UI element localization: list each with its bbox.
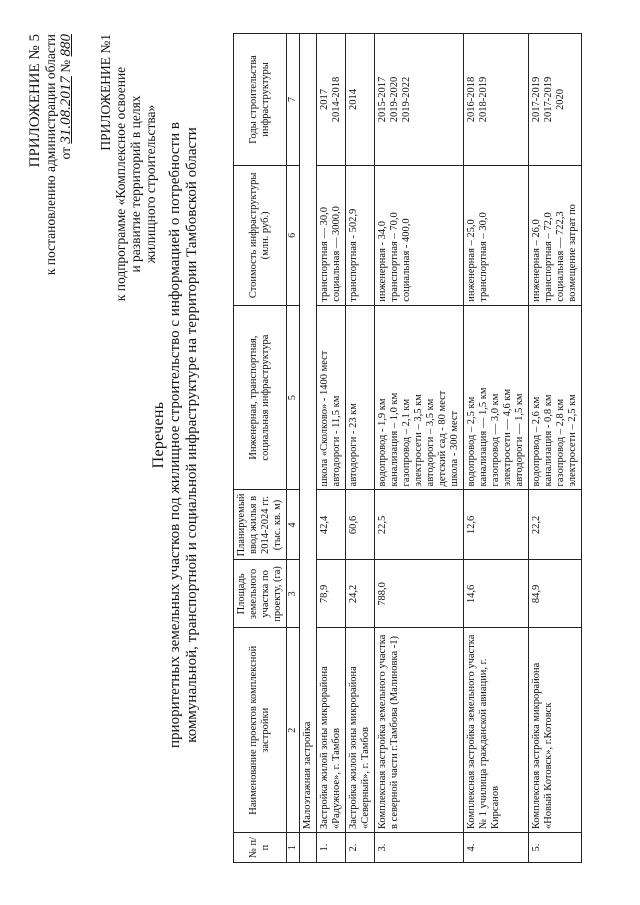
years-list-line: 2016-2018 (466, 76, 477, 123)
cost-list-line: социальная — 3000,0 (331, 206, 342, 302)
table-header-row (234, 34, 287, 863)
col-number: 4 (287, 490, 300, 560)
infrastructure-list-line: электросети – 3,5 км (413, 394, 424, 487)
table-body (300, 34, 582, 863)
col-number: 5 (287, 305, 300, 490)
header-years: Годы строительства инфраструктуры (234, 34, 287, 166)
resolution-date: 31.08.2017 (58, 76, 74, 144)
table-row (375, 34, 464, 863)
title-line-3: коммунальной, транспортной и социальной инфраструктуре на территории Тамбовской области (184, 127, 200, 743)
resolution-date-line (58, 34, 74, 394)
col-number: 6 (287, 165, 300, 305)
from-label: от (58, 147, 73, 160)
column-number-row (287, 34, 300, 863)
title-line-1: Перечень (150, 401, 167, 469)
row-number: 2. (346, 833, 375, 863)
infrastructure-list-line: водопровод - 1,9 км (377, 398, 388, 487)
cost-list-line: транспортная - 502,9 (348, 208, 359, 302)
years-list-line: 2017 (319, 88, 330, 110)
document-title (150, 115, 201, 755)
cost-list-line: социальная — 722,3 (555, 211, 566, 302)
appendix-1-line-3: и развитие территорий в целях (128, 95, 143, 273)
infrastructure-list (346, 305, 375, 490)
col-number: 2 (287, 628, 300, 833)
infrastructure-list-line: газопровод – 2,8 км (555, 398, 566, 487)
row-number: 1. (317, 833, 346, 863)
header-cost: Стоимость инфраструктуры (млн. руб.) (234, 165, 287, 305)
priority-plots-table (233, 33, 582, 863)
infrastructure-list-line: школа - 300 мест (449, 410, 460, 487)
area-value: 788,0 (375, 560, 464, 628)
years-list (529, 34, 582, 166)
header-number: № п/п (234, 833, 287, 863)
area-value: 84,9 (529, 560, 582, 628)
section-row (300, 34, 317, 863)
housing-value: 22,2 (529, 490, 582, 560)
housing-value: 60,6 (346, 490, 375, 560)
infrastructure-list-line: электросети – 2,5 км (567, 394, 578, 487)
infrastructure-list-line: канализация — 1,5 км (478, 387, 489, 487)
col-number: 3 (287, 560, 300, 628)
cost-list (375, 165, 464, 305)
resolution-reference: к постановлению администрации области (43, 34, 58, 276)
infrastructure-list (317, 305, 346, 490)
years-list-line: 2014-2018 (331, 76, 342, 123)
years-list-line: 2019-2022 (401, 76, 412, 123)
housing-value: 22,5 (375, 490, 464, 560)
cost-list-line: социальная - 400,0 (401, 218, 412, 302)
infrastructure-list-line: автодороги - 11,5 км (331, 395, 342, 487)
years-list-line: 2015-2017 (377, 76, 388, 123)
years-list-line: 2017-2019 (531, 76, 542, 123)
cost-list (464, 165, 529, 305)
cost-list (317, 165, 346, 305)
col-number: 7 (287, 34, 300, 166)
cost-list-line: возмещение затрат по (567, 204, 578, 302)
header-area: Площадь земельного участка по проекту, (га) (234, 560, 287, 628)
infrastructure-list (529, 305, 582, 490)
number-sign: № (58, 59, 73, 73)
infrastructure-list-line: водопровод – 2,6 км (531, 396, 542, 487)
cost-list-line: транспортная – 72,0 (543, 212, 554, 302)
years-list (464, 34, 529, 166)
col-number: 1 (287, 833, 300, 863)
cost-list-line: инженерная – 25,0 (466, 219, 477, 302)
cost-list-line: транспортная — 30,0 (319, 207, 330, 302)
row-number: 3. (375, 833, 464, 863)
years-list-line: 2014 (348, 88, 359, 110)
infrastructure-list-line: автодороги - 23 км (348, 403, 359, 487)
cost-list (346, 165, 375, 305)
area-value: 78,9 (317, 560, 346, 628)
appendix-1-line-4: жилищного строительства» (143, 104, 158, 264)
infrastructure-list-line: автодороги — 1,5 км (514, 393, 525, 487)
housing-value: 12,6 (464, 490, 529, 560)
project-name: Комплексная застройка земельного участка № 1 училища гражданской авиации, г. Кирсанов (464, 628, 529, 833)
appendix-5-title: ПРИЛОЖЕНИЕ № 5 (27, 34, 43, 168)
infrastructure-list-line: автодороги – 3,5 км (425, 398, 436, 487)
infrastructure-list-line: детский сад - 80 мест (437, 390, 448, 487)
infrastructure-list-line: газопровод — 3,0 км (490, 393, 501, 487)
cost-list-line: инженерная – 26,0 (531, 219, 542, 302)
years-list (317, 34, 346, 166)
years-list (346, 34, 375, 166)
table-row (346, 34, 375, 863)
project-name: Комплексная застройка микрорайона «Новый Котовск», г.Котовск (529, 628, 582, 833)
project-name: Застройка жилой зоны микрорайона «Радужное», г. Тамбов (317, 628, 346, 833)
infrastructure-list-line: газопровод – 2,1 км (401, 398, 412, 487)
infrastructure-list-line: водопровод – 2,5 км (466, 396, 477, 487)
section-number-cell (300, 833, 317, 863)
appendix-1-line-2: к подпрограмме «Комплексное освоение (113, 66, 128, 302)
infrastructure-list-line: электросети — 4,6 км (502, 388, 513, 487)
appendix-5-header (28, 34, 74, 394)
infrastructure-list-line: школа «Сколково» - 1400 мест (319, 350, 330, 487)
project-name: Застройка жилой зоны микрорайона «Северный», г. Тамбов (346, 628, 375, 833)
infrastructure-list-line: канализация - 0,8 км (543, 394, 554, 487)
housing-value: 42,4 (317, 490, 346, 560)
infrastructure-list (464, 305, 529, 490)
years-list (375, 34, 464, 166)
row-number: 4. (464, 833, 529, 863)
area-value: 24,2 (346, 560, 375, 628)
row-number: 5. (529, 833, 582, 863)
title-line-2: приоритетных земельных участков под жилищное строительство с информацией о потребности в (167, 122, 183, 748)
table-row (529, 34, 582, 863)
project-name: Комплексная застройка земельного участка в северной части г.Тамбова (Малиновка -1) (375, 628, 464, 833)
years-list-line: 2018-2019 (478, 76, 489, 123)
area-value: 14,6 (464, 560, 529, 628)
infrastructure-list-line: канализация – 1,0 км (389, 392, 400, 487)
table-row (464, 34, 529, 863)
appendix-1-header (98, 34, 158, 334)
table-row (317, 34, 346, 863)
cost-list-line: транспортная – 70,0 (389, 212, 400, 302)
cost-list (529, 165, 582, 305)
appendix-1-title: ПРИЛОЖЕНИЕ №1 (98, 34, 113, 151)
header-infrastructure: Инженерная, транспортная, социальная инфраструктура (234, 305, 287, 490)
years-list-line: 2017-2019 (543, 76, 554, 123)
cost-list-line: инженерная - 34,0 (377, 220, 388, 302)
header-project-name: Наименование проектов комплексной застройки (234, 628, 287, 833)
years-list-line: 2019-2020 (389, 76, 400, 123)
section-title: Малоэтажная застройка (300, 34, 317, 833)
resolution-number: 880 (58, 34, 74, 57)
years-list-line: 2020 (555, 88, 566, 110)
infrastructure-list (375, 305, 464, 490)
header-housing: Планируемый ввод жилья в 2014-2024 гг. (тыс. кв. м) (234, 490, 287, 560)
cost-list-line: транспортная – 30,0 (478, 212, 489, 302)
